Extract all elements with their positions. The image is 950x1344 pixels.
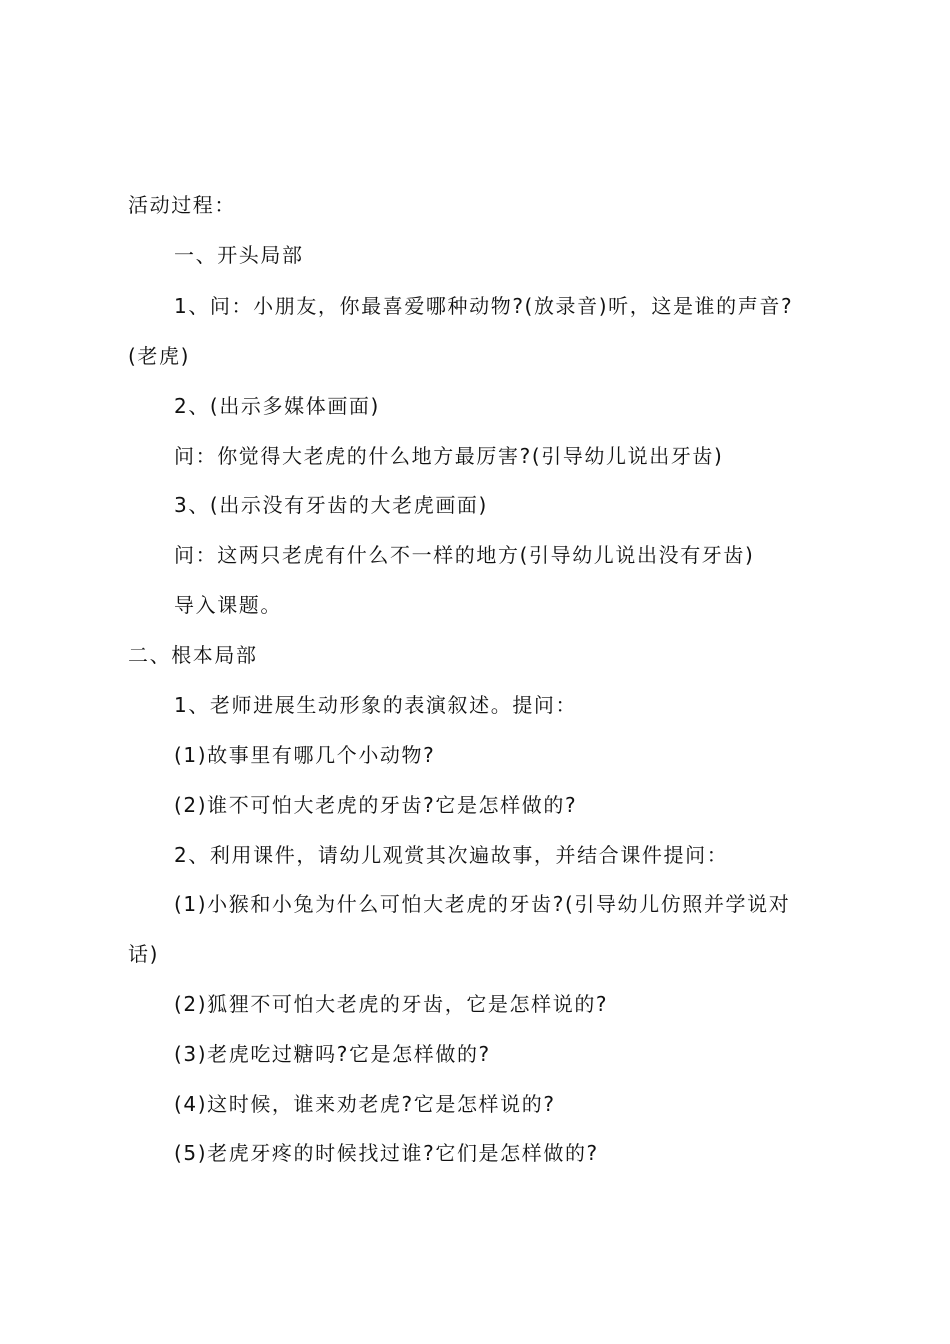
section-2-item-1: 1、老师进展生动形象的表演叙述。提问： xyxy=(174,693,578,717)
section-1-item-3-question: 问：这两只老虎有什么不一样的地方(引导幼儿说出没有牙齿) xyxy=(174,543,755,567)
section-2-title: 二、根本局部 xyxy=(128,643,258,667)
section-2-item-2: 2、利用课件，请幼儿观赏其次遍故事，并结合课件提问： xyxy=(174,843,729,867)
section-1-item-1-line-1: 1、问：小朋友，你最喜爱哪种动物?(放录音)听，这是谁的声音? xyxy=(174,294,794,318)
section-1-item-2: 2、(出示多媒体画面) xyxy=(174,394,380,418)
section-2-item-2-question-1-line-1: (1)小猴和小兔为什么可怕大老虎的牙齿?(引导幼儿仿照并学说对 xyxy=(174,892,791,916)
section-2-item-2-question-3: (3)老虎吃过糖吗?它是怎样做的? xyxy=(174,1042,491,1066)
section-2-item-2-question-2: (2)狐狸不可怕大老虎的牙齿，它是怎样说的? xyxy=(174,992,609,1016)
section-2-item-2-question-1-line-2: 话) xyxy=(128,942,160,966)
section-1-intro: 导入课题。 xyxy=(174,593,282,617)
section-2-item-2-question-4: (4)这时候，谁来劝老虎?它是怎样说的? xyxy=(174,1092,556,1116)
section-1-item-1-line-2: (老虎) xyxy=(128,344,191,368)
process-heading: 活动过程： xyxy=(128,193,236,217)
section-2-item-1-question-2: (2)谁不可怕大老虎的牙齿?它是怎样做的? xyxy=(174,793,578,817)
section-1-item-3: 3、(出示没有牙齿的大老虎画面) xyxy=(174,493,488,517)
section-2-item-1-question-1: (1)故事里有哪几个小动物? xyxy=(174,743,436,767)
section-1-item-2-question: 问：你觉得大老虎的什么地方最厉害?(引导幼儿说出牙齿) xyxy=(174,444,724,468)
section-1-title: 一、开头局部 xyxy=(174,243,304,267)
section-2-item-2-question-5: (5)老虎牙疼的时候找过谁?它们是怎样做的? xyxy=(174,1141,599,1165)
